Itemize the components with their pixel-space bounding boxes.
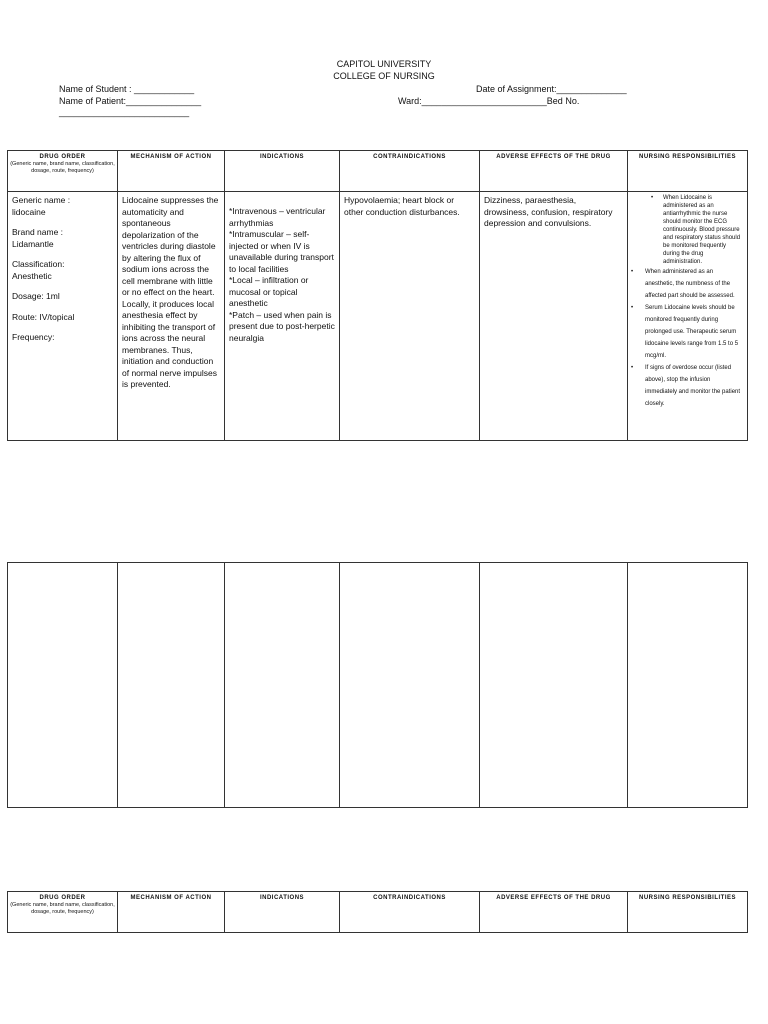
generic-label: Generic name : [12, 195, 71, 205]
indication-item: *Patch – used when pain is present due to post-herpetic neuralgia [229, 309, 335, 343]
drug-study-table-next [7, 891, 748, 933]
col-mechanism: MECHANISM OF ACTION [118, 151, 225, 192]
empty-cell [8, 563, 118, 808]
empty-cell [225, 563, 340, 808]
col-indications: INDICATIONS [225, 892, 340, 933]
bullet-icon: • [631, 269, 634, 275]
brand-label: Brand name : [12, 227, 64, 237]
college-name: COLLEGE OF NURSING [333, 71, 435, 81]
col-drug-order-label: DRUG ORDER [39, 895, 86, 901]
col-nursing: NURSING RESPONSIBILITIES [628, 892, 748, 933]
col-drug-order-sub: (Generic name, brand name, classification, dosage, route, frequency) [10, 161, 115, 174]
col-indications: INDICATIONS [225, 151, 340, 192]
indications-cell [225, 192, 340, 441]
col-contraindications: CONTRAINDICATIONS [340, 892, 480, 933]
col-mechanism: MECHANISM OF ACTION [118, 892, 225, 933]
col-drug-order-label: DRUG ORDER [39, 154, 86, 160]
ward-bed-field: Ward:_________________________Bed No. [398, 96, 580, 106]
frequency-text: Frequency: [12, 332, 55, 342]
generic-value: lidocaine [12, 206, 46, 217]
route-text: Route: IV/topical [12, 311, 75, 322]
nursing-item: • Serum Lidocaine levels should be monitored frequently during prolonged use. Therapeutic serum lidocaine levels range from 1.5 to 5 mcg/ml. [631, 302, 743, 362]
col-contraindications: CONTRAINDICATIONS [340, 151, 480, 192]
empty-cell [340, 563, 480, 808]
indication-item: *Intravenous – ventricular arrhythmias [229, 206, 326, 228]
mechanism-cell [118, 192, 225, 441]
university-name: CAPITOL UNIVERSITY [336, 59, 432, 69]
bullet-icon: • [631, 305, 634, 311]
empty-cell [480, 563, 628, 808]
nursing-item: • If signs of overdose occur (listed above), stop the infusion immediately and monitor the patient closely. [631, 362, 743, 410]
empty-cell [118, 563, 225, 808]
col-adverse-effects: ADVERSE EFFECTS OF THE DRUG [480, 151, 628, 192]
table-header-row [8, 151, 748, 192]
empty-drug-table [7, 562, 748, 808]
nursing-item: • When administered as an anesthetic, the numbness of the affected part should be assessed. [631, 266, 743, 302]
dosage-text: Dosage: 1ml [12, 291, 60, 301]
empty-cell [628, 563, 748, 808]
col-drug-order [8, 151, 118, 192]
table-row [8, 192, 748, 441]
bullet-icon: • [651, 195, 654, 201]
assignment-date-field: Date of Assignment:______________ [476, 84, 627, 94]
adverse-effects-cell [480, 192, 628, 441]
col-drug-order [8, 892, 118, 933]
contraindications-text: Hypovolaemia; heart block or other conduction disturbances. [344, 195, 460, 217]
contraindications-cell [340, 192, 480, 441]
nursing-cell [628, 192, 748, 441]
student-name-field: Name of Student : ____________ [59, 84, 195, 94]
brand-value: Lidamantle [12, 238, 54, 249]
drug-study-table [7, 150, 748, 441]
adverse-effects-text: Dizziness, paraesthesia, drowsiness, confusion, respiratory depression and convulsions. [484, 195, 613, 228]
bullet-icon: • [631, 365, 634, 371]
indication-item: *Local – infiltration or mucosal or topical anesthetic [229, 275, 309, 308]
classification-label: Classification: [12, 259, 65, 269]
blank-line: __________________________ [59, 107, 190, 117]
indication-item: *Intramuscular – self-injected or when IV is unavailable during transport to local facilities [229, 229, 334, 274]
col-nursing: NURSING RESPONSIBILITIES [628, 151, 748, 192]
col-adverse-effects: ADVERSE EFFECTS OF THE DRUG [480, 892, 628, 933]
col-drug-order-sub: (Generic name, brand name, classification, dosage, route, frequency) [10, 902, 115, 915]
classification-value: Anesthetic [12, 270, 52, 281]
nursing-item: • When Lidocaine is administered as an antiarrhythmic the nurse should monitor the ECG continuously. Blood pressure and respiratory status should be monitored frequently during the drug administration. [651, 195, 741, 265]
patient-name-field: Name of Patient:_______________ [59, 96, 202, 106]
mechanism-text: Lidocaine suppresses the automaticity and spontaneous depolarization of the ventricles during diastole by altering the flux of sodium ions across the cell membrane with little or no effect on the heart. Locally, it produces local anesthesia effect by inhibiting the transport of ions across the neural membranes. Thus, initiation and conduction of normal nerve impulses is prevented. [122, 195, 219, 389]
drug-order-cell [8, 192, 118, 441]
table-row [8, 563, 748, 808]
table-header-row [8, 892, 748, 933]
